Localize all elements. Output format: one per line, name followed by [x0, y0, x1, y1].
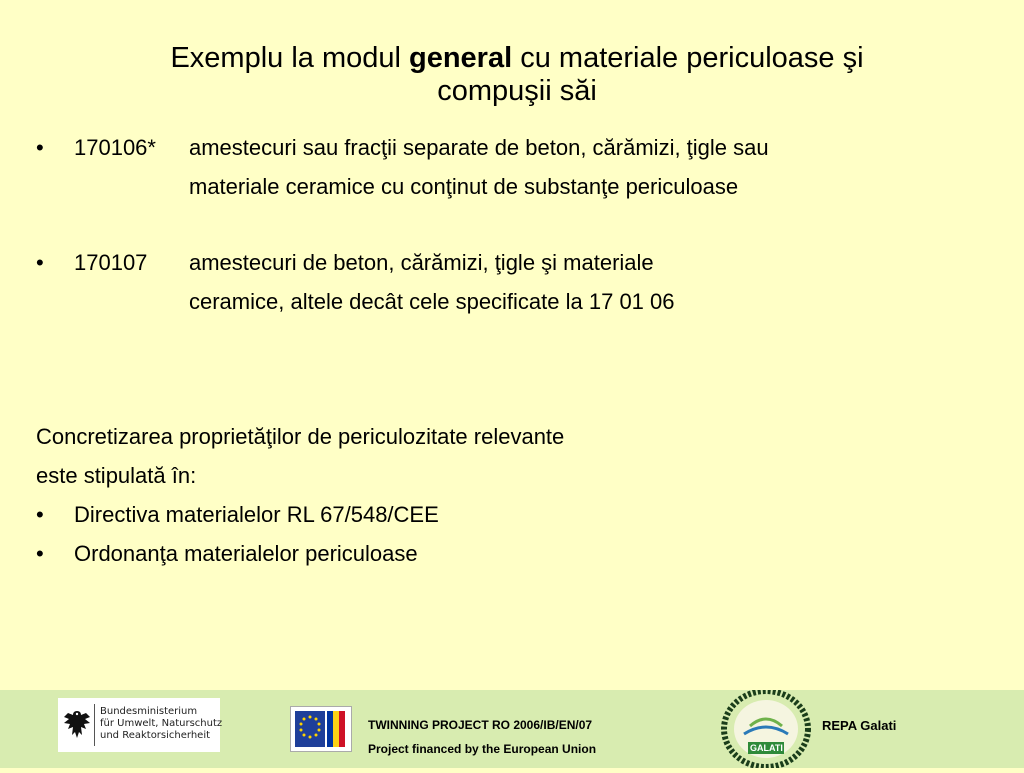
entry-1-line-2: materiale ceramice cu conţinut de substanţe periculoase — [189, 174, 739, 199]
bullet-ordinance: • — [36, 541, 44, 566]
bullet-entry-2: • — [36, 250, 44, 275]
galati-seal-logo — [720, 690, 812, 768]
bullet-entry-1: • — [36, 135, 44, 160]
title-line-1 — [60, 42, 974, 75]
title-line-2: compuşii săi — [437, 75, 597, 107]
bmu-text — [100, 706, 222, 742]
entry-2-line-1: amestecuri de beton, cărămizi, ţigle şi materiale — [189, 250, 654, 275]
footer-bar — [0, 690, 1024, 768]
entry-2-line-2: ceramice, altele decât cele specificate la 17 01 06 — [189, 289, 675, 314]
title-post: cu materiale periculoase şi — [512, 42, 864, 74]
eu-flag-logo — [290, 706, 352, 752]
entry-2-code: 170107 — [74, 250, 148, 275]
bmu-line-3: und Reaktorsicherheit — [100, 730, 211, 741]
concretization-line-2: este stipulată în: — [36, 463, 197, 488]
eu-flag-icon — [291, 707, 351, 751]
directive-item: Directiva materialelor RL 67/548/CEE — [74, 502, 439, 527]
seal-label: GALATI — [750, 743, 783, 753]
bmu-line-1: Bundesministerium — [100, 706, 198, 717]
galati-seal-icon — [720, 690, 812, 768]
entry-1-code: 170106* — [74, 135, 156, 160]
federal-eagle-icon — [60, 705, 94, 745]
entry-1-line-1: amestecuri sau fracţii separate de beton, cărămizi, ţigle sau — [189, 135, 769, 160]
concretization-line-1: Concretizarea proprietăţilor de periculozitate relevante — [36, 424, 565, 449]
title-pre: Exemplu la modul — [170, 42, 409, 74]
bmu-separator — [94, 704, 95, 746]
bmu-logo — [58, 698, 223, 752]
title-bold: general — [409, 42, 513, 74]
repa-galati-label: REPA Galati — [822, 718, 897, 733]
bullet-directive: • — [36, 502, 44, 527]
bmu-line-2: für Umwelt, Naturschutz — [100, 718, 223, 729]
slide-title — [60, 42, 974, 108]
project-financed-label: Project financed by the European Union — [368, 742, 597, 756]
twinning-project-label: TWINNING PROJECT RO 2006/IB/EN/07 — [368, 718, 593, 732]
ordinance-item: Ordonanţa materialelor periculoase — [74, 541, 418, 566]
